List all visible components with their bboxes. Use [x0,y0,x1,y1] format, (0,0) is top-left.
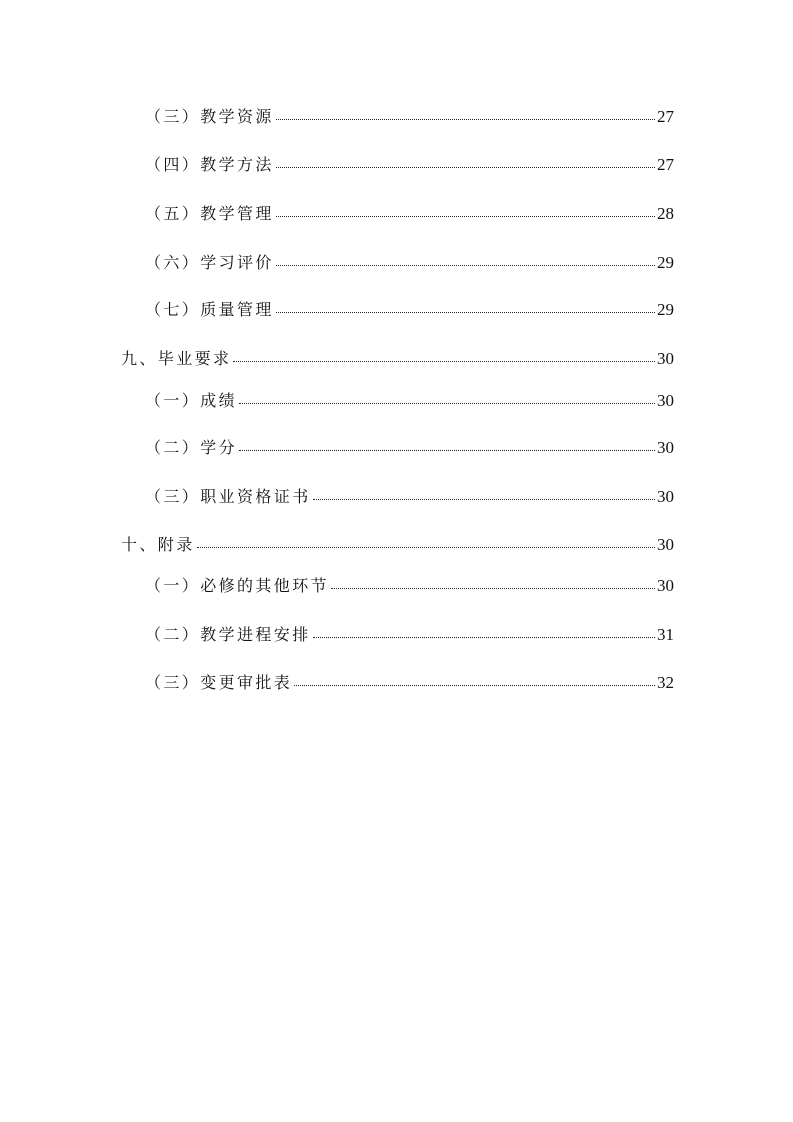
toc-entry-teaching-resources[interactable] [145,104,674,130]
toc-dot-leader [239,403,655,404]
toc-entry-learning-evaluation[interactable] [145,250,674,276]
toc-entry-appendix[interactable] [121,532,674,558]
toc-page-number: 27 [657,107,674,126]
toc-dot-leader [331,588,655,589]
toc-entry-label: （一）必修的其他环节 [145,576,330,595]
toc-dot-leader [276,119,655,120]
toc-page-number: 30 [657,535,674,554]
toc-page-number: 29 [657,300,674,319]
toc-dot-leader [197,547,655,548]
toc-entry-grades[interactable] [145,388,674,414]
toc-entry-label: （三）变更审批表 [145,673,293,692]
toc-dot-leader [313,499,655,500]
toc-entry-label: 九、毕业要求 [121,349,232,368]
toc-entry-label: （三）职业资格证书 [145,487,311,506]
toc-entry-label: （六）学习评价 [145,253,274,272]
toc-page-number: 30 [657,576,674,595]
toc-entry-label: 十、附录 [121,535,195,554]
toc-entry-teaching-methods[interactable] [145,152,674,178]
toc-page-number: 32 [657,673,674,692]
toc-entry-quality-management[interactable] [145,297,674,323]
toc-page-number: 31 [657,625,674,644]
toc-entry-label: （二）学分 [145,438,238,457]
toc-page-number: 30 [657,349,674,368]
toc-entry-teaching-management[interactable] [145,201,674,227]
toc-entry-label: （一）成绩 [145,391,238,410]
toc-dot-leader [233,361,655,362]
toc-entry-graduation-requirements[interactable] [121,346,674,372]
toc-entry-teaching-schedule[interactable] [145,622,674,648]
toc-page-number: 28 [657,204,674,223]
toc-dot-leader [276,312,655,313]
toc-page-number: 27 [657,155,674,174]
toc-dot-leader [313,637,655,638]
toc-page-number: 29 [657,253,674,272]
toc-entry-label: （二）教学进程安排 [145,625,311,644]
toc-dot-leader [276,167,655,168]
toc-entry-credits[interactable] [145,435,674,461]
toc-page-number: 30 [657,438,674,457]
toc-entry-change-approval-form[interactable] [145,670,674,696]
toc-page-number: 30 [657,391,674,410]
toc-dot-leader [276,265,655,266]
toc-dot-leader [239,450,655,451]
toc-entry-label: （四）教学方法 [145,155,274,174]
toc-entry-vocational-certificates[interactable] [145,484,674,510]
toc-entry-label: （七）质量管理 [145,300,274,319]
toc-dot-leader [276,216,655,217]
toc-dot-leader [294,685,655,686]
toc-entry-other-required-components[interactable] [145,573,674,599]
toc-page-number: 30 [657,487,674,506]
toc-entry-label: （五）教学管理 [145,204,274,223]
toc-entry-label: （三）教学资源 [145,107,274,126]
